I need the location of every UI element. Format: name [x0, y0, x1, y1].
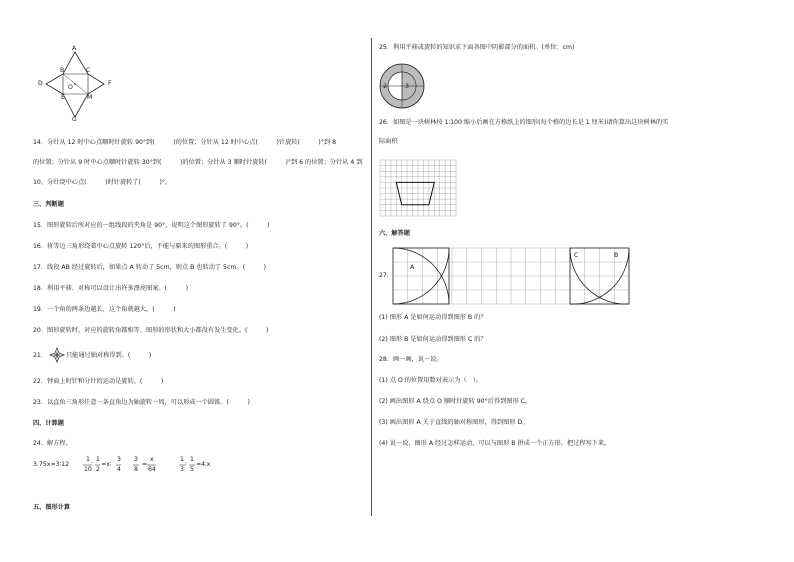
- equation-2-frac-b-den: 2: [96, 466, 100, 473]
- equation-4-frac-a-den: 3: [180, 466, 184, 473]
- equation-3-frac-a-num: 3: [134, 456, 138, 463]
- question-21-text: 只能通过轴对称得到。( ): [66, 352, 152, 359]
- equation-4-fraction-bars: [179, 464, 199, 466]
- arc-pattern-grid-figure: [393, 248, 629, 304]
- section-5-heading: 五、图形计算: [33, 504, 71, 511]
- equation-4-rest: =4∶x: [196, 461, 211, 468]
- forest-grid-figure: [380, 160, 456, 216]
- equation-4-frac-b-num: 1: [190, 456, 194, 463]
- question-14-line-2: 的位置；分针从 9 时中心点顺时针旋转 30°到( )的位置；分针从 3 顺时针旋转( )°到 6 的位置；分针从 4 到: [33, 159, 363, 166]
- question-17: 17．线段 AB 经过旋转后，如果点 A 转动了 5cm，则点 B 也转动了 5cm。( ): [33, 264, 266, 271]
- figure-label-b: B: [614, 252, 619, 259]
- circle-label-2: 2: [383, 83, 387, 90]
- question-28-part-2: (2) 画出图形 A 绕点 O 顺时针旋转 90°后得到图形 C。: [379, 398, 532, 405]
- question-15: 15．图形旋转后所对应的一组线段的夹角是 90°，说明这个图形旋转了 90°。( ): [33, 222, 270, 229]
- question-28-part-3: (3) 画出图形 A 关于直线的轴对称图形，得到图形 D。: [379, 419, 529, 426]
- question-26-line-2: 际面积: [379, 138, 398, 145]
- star-label-o: O: [68, 84, 73, 91]
- question-19: 19．一个角的两条边越长，这个角就越大。( ): [33, 306, 176, 313]
- question-18: 18．利用平移、对称可以设计出许多漂亮图案。( ): [33, 285, 189, 292]
- question-21-number: 21．: [33, 352, 48, 359]
- equation-4-colon: ∶: [185, 461, 187, 468]
- star-label-b: B: [60, 67, 65, 74]
- question-28-part-1: (1) 点 O 的位置用数对表示为（ ）。: [379, 377, 483, 384]
- star-label-m: M: [87, 94, 93, 101]
- equation-2-frac-c-den: 4: [117, 466, 121, 473]
- equation-2-fraction-bars: [83, 464, 123, 466]
- pinwheel-icon: [50, 348, 64, 362]
- column-divider: [371, 38, 372, 516]
- equation-3-equals: =: [142, 461, 148, 468]
- equation-2-colon: ∶: [91, 461, 93, 468]
- equation-3-frac-b-num: x: [150, 456, 154, 463]
- question-26-line-1: 26．如图是一块树林按 1∶100 缩小后画在方格纸上的图形(每个格的边长是 1 厘米)请你算出这块树林的实: [379, 119, 669, 126]
- question-27-part-1: (1) 图形 A 是如何运动得到图形 B 的？: [379, 314, 487, 321]
- center-point-o: [74, 83, 76, 85]
- section-4-heading: 四、计算题: [33, 420, 64, 427]
- star-label-e: E: [61, 94, 65, 101]
- question-14-line-1: 14．分针从 12 时中心点顺时针旋转 90°到( )的位置；分针从 12 时中心点( )针旋转( )°到 8: [33, 139, 337, 146]
- equation-2-rest: =x∶: [101, 461, 112, 468]
- equation-2-frac-a-den: 10: [84, 466, 92, 473]
- equation-1: 3.75x=3∶12: [33, 461, 70, 468]
- section-6-heading: 六、解答题: [379, 230, 410, 237]
- question-28-part-4: (4) 说一说，图形 A 经过怎样运动，可以与图形 B 拼成一个正方形。把过程写下来。: [379, 440, 611, 447]
- circle-label-3: 3: [405, 83, 409, 90]
- equation-2-frac-a-num: 1: [86, 456, 90, 463]
- star-label-g: G: [72, 116, 77, 123]
- equation-2-frac-b-num: 1: [96, 456, 100, 463]
- question-27-number: 27．: [379, 272, 394, 279]
- equation-4-frac-a-num: 1: [180, 456, 184, 463]
- star-label-d: D: [38, 80, 43, 87]
- question-25: 25．利用平移或旋转的知识求下面各图中阴影部分的面积。(单位：cm): [379, 44, 575, 51]
- question-28: 28．画一画，说一说。: [379, 356, 443, 363]
- star-label-c: C: [86, 67, 91, 74]
- equation-2-frac-c-num: 3: [117, 456, 121, 463]
- question-14-line-3: 10，分针绕中心点( )时针旋转了( )°。: [33, 179, 172, 186]
- question-27-part-2: (2) 图形 B 是如何运动得到图形 C 的？: [379, 336, 487, 343]
- equation-4-frac-b-den: 5: [190, 466, 194, 473]
- figure-label-c: C: [574, 252, 579, 259]
- equation-3-frac-a-den: 8: [134, 466, 138, 473]
- question-23: 23．以直角三角形任意一条直角边为轴旋转一周，可以形成一个圆锥。( ): [33, 399, 250, 406]
- section-3-heading: 三、判断题: [33, 201, 64, 208]
- figure-label-a: A: [410, 264, 415, 271]
- equation-3-frac-b-den: 64: [148, 466, 156, 473]
- star-label-a: A: [72, 45, 77, 52]
- question-24: 24．解方程。: [33, 440, 72, 447]
- question-20: 20．图形旋转时，对应的旋转角都相等，图形的形状和大小都没有发生变化。( ): [33, 327, 269, 334]
- question-22: 22．钟面上时针和分针的运动是旋转。( ): [33, 378, 164, 385]
- star-label-f: F: [108, 80, 112, 87]
- question-16: 16．将等边三角形绕着中心点旋转 120°后，不能与原来的图形重合。( ): [33, 243, 249, 250]
- equation-3-fraction-bars: [133, 464, 163, 466]
